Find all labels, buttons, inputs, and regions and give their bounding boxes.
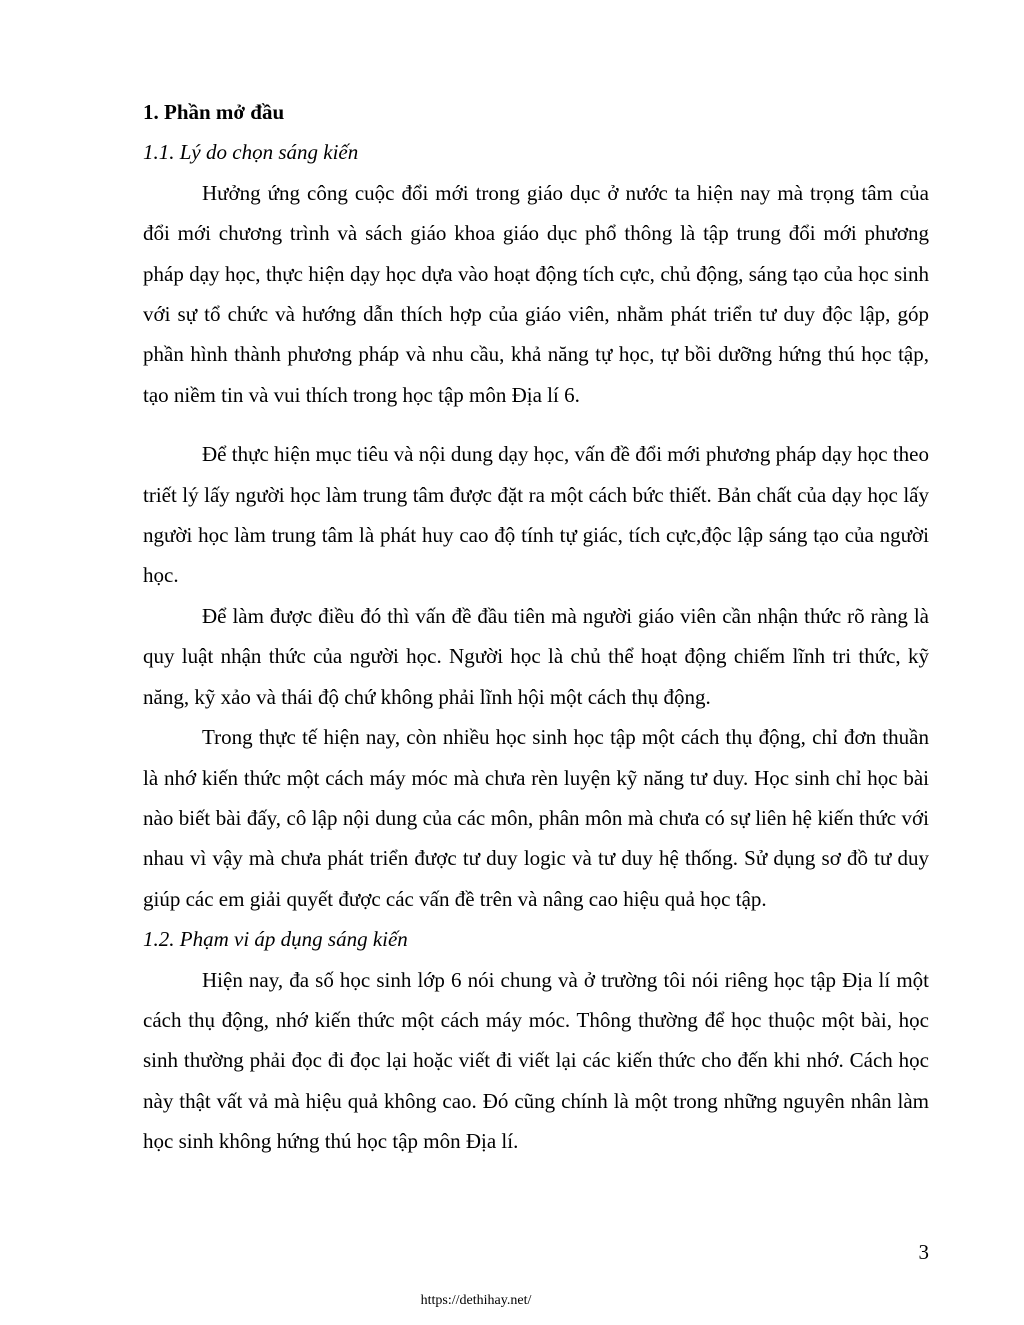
footer-url-text[interactable]: https://dethihay.net/ bbox=[420, 1293, 532, 1308]
subsection-title-1-1: 1.1. Lý do chọn sáng kiến bbox=[143, 140, 359, 165]
section-heading: 1. Phần mở đầu bbox=[143, 100, 285, 124]
paragraph: Trong thực tế hiện nay, còn nhiều học sinh học tập một cách thụ động, chỉ đơn thuần là nhớ kiến thức một cách máy móc mà chưa rèn luyện kỹ năng tư duy. Học sinh chỉ học bài nào biết bài đấy, cô lập nội dung của các môn, phân môn mà chưa có sự liên hệ kiến thức với nhau vì vậy mà chưa phát triển được tư duy logic và tư duy hệ thống. Sử dụng sơ đồ tư duy giúp các em giải quyết được các vấn đề trên và nâng cao hiệu quả học tập. bbox=[143, 725, 929, 911]
paragraph: Hiện nay, đa số học sinh lớp 6 nói chung và ở trường tôi nói riêng học tập Địa lí một cách thụ động, nhớ kiến thức một cách máy móc. Thông thường để học thuộc một bài, học sinh thường phải đọc đi đọc lại hoặc viết đi viết lại các kiến thức cho đến khi nhớ. Cách học này thật vất vả mà hiệu quả không cao. Đó cũng chính là một trong những nguyên nhân làm học sinh không hứng thú học tập môn Địa lí. bbox=[143, 967, 929, 1154]
subsection-title-1-2: 1.2. Phạm vi áp dụng sáng kiến bbox=[143, 927, 408, 952]
document-body bbox=[143, 92, 929, 1162]
page-number: 3 bbox=[918, 1240, 929, 1264]
paragraph: Để làm được điều đó thì vấn đề đầu tiên mà người giáo viên cần nhận thức rõ ràng là quy luật nhận thức của người học. Người học là chủ thể hoạt động chiếm lĩnh tri thức, kỹ năng, kỹ xảo và thái độ chứ không phải lĩnh hội một cách thụ động. bbox=[143, 603, 929, 709]
paragraph: Hưởng ứng công cuộc đổi mới trong giáo dục ở nước ta hiện nay mà trọng tâm của đổi mới chương trình và sách giáo khoa giáo dục phổ thông là tập trung đổi mới phương pháp dạy học, thực hiện dạy học dựa vào hoạt động tích cực, chủ động, sáng tạo của học sinh với sự tổ chức và hướng dẫn thích hợp của giáo viên, nhằm phát triển tư duy độc lập, góp phần hình thành phương pháp và nhu cầu, khả năng tự học, tự bồi dưỡng hứng thú học tập, tạo niềm tin và vui thích trong học tập môn Địa lí 6. bbox=[143, 180, 929, 407]
footer-url[interactable] bbox=[0, 1293, 1024, 1309]
paragraph: Để thực hiện mục tiêu và nội dung dạy học, vấn đề đổi mới phương pháp dạy học theo triết lý lấy người học làm trung tâm được đặt ra một cách bức thiết. Bản chất của dạy học lấy người học làm trung tâm là phát huy cao độ tính tự giác, tích cực,độc lập sáng tạo của người học. bbox=[143, 442, 929, 588]
